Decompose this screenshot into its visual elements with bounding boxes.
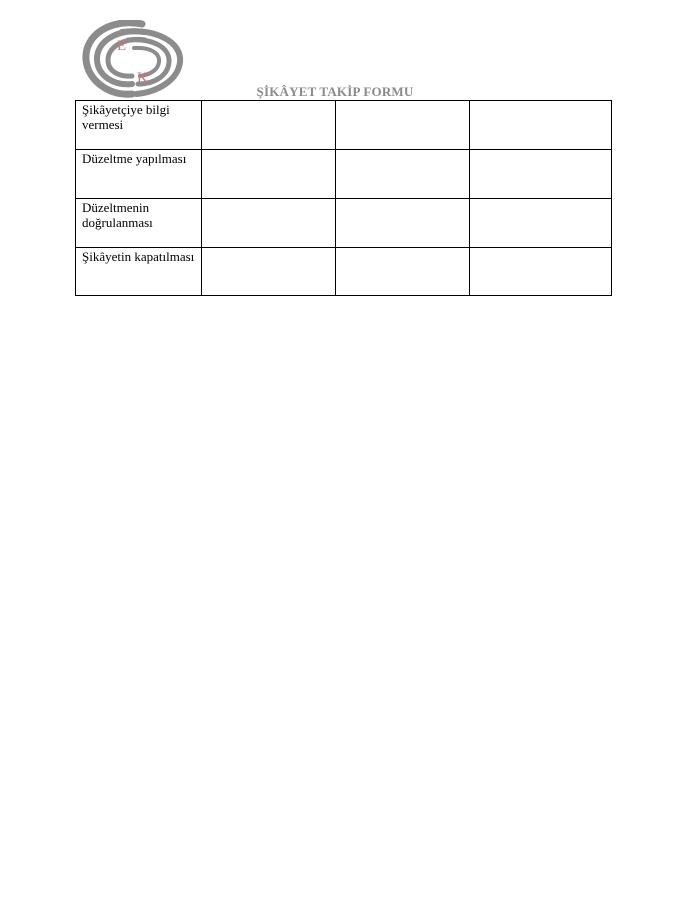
table-cell <box>470 248 612 296</box>
table-cell <box>202 248 336 296</box>
table-row <box>76 150 612 199</box>
table-cell <box>202 101 336 150</box>
form-title: ŞİKÂYET TAKİP FORMU <box>256 84 414 99</box>
table-cell <box>202 150 336 199</box>
row-label: Düzeltme yapılması <box>76 150 202 199</box>
row-label: Şikâyetin kapatılması <box>76 248 202 296</box>
table-cell <box>470 199 612 248</box>
table-cell <box>202 199 336 248</box>
logo-letter-e: E <box>117 38 127 54</box>
table-cell <box>470 101 612 150</box>
row-label: Şikâyetçiye bilgi vermesi <box>76 101 202 150</box>
table-row <box>76 101 612 150</box>
logo-letter-k: K <box>137 70 148 86</box>
table-cell <box>336 101 470 150</box>
row-label: Düzeltmenin doğrulanması <box>76 199 202 248</box>
company-logo <box>82 20 184 98</box>
table-cell <box>336 248 470 296</box>
complaint-tracking-table <box>75 100 612 296</box>
table-row <box>76 199 612 248</box>
table-cell <box>336 199 470 248</box>
table-cell <box>470 150 612 199</box>
table-row <box>76 248 612 296</box>
table-cell <box>336 150 470 199</box>
